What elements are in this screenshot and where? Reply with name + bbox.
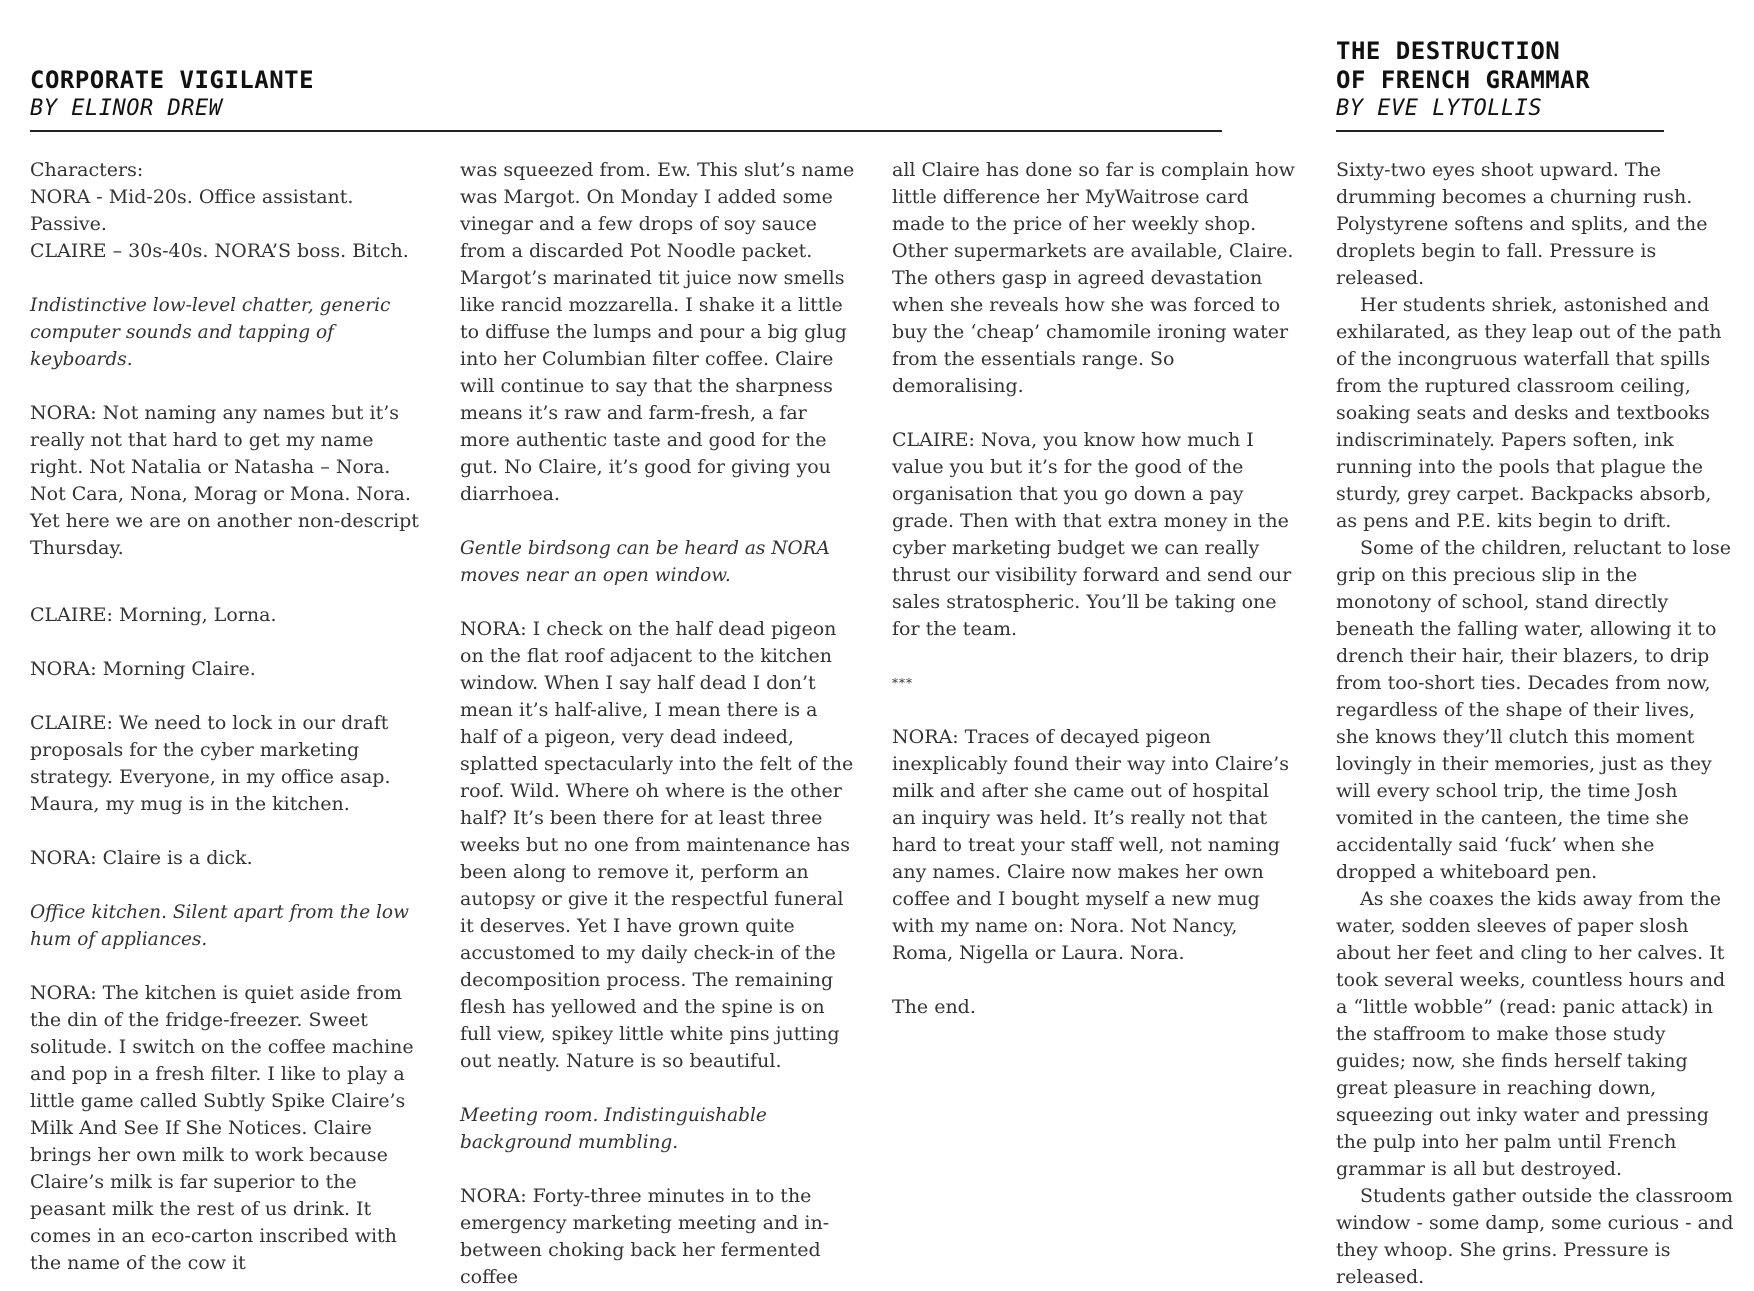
characters-heading: Characters: [30, 159, 144, 181]
column-2 [460, 157, 860, 1291]
character-nora: NORA - Mid-20s. Office assistant. Passive. [30, 186, 354, 235]
story-paragraph: Some of the children, reluctant to lose grip on this precious slip in the monotony of school, stand directly beneath the falling water, allowing it to drench their hair, their blazers, to drip from too-short ties. Decades from now, regardless of the shape of their lives, she knows they’ll clutch this moment lovingly in their memories, just as they will every school trip, the time Josh vomited in the canteen, the time she accidentally said ‘fuck’ when she dropped a whiteboard pen. [1336, 537, 1732, 883]
stage-direction: Meeting room. Indistinguishable background mumbling. [460, 1105, 767, 1153]
story-title-corporate-vigilante: CORPORATE VIGILANTE [30, 66, 315, 94]
story-paragraph: Her students shriek, astonished and exhilarated, as they leap out of the path of the incongruous waterfall that spills from the ruptured classroom ceiling, soaking seats and desks and textbooks indiscriminately. Papers soften, ink running into the pools that plague the sturdy, grey carpet. Backpacks absorb, as pens and P.E. kits begin to drift. [1336, 294, 1722, 532]
left-header-rule [30, 130, 1222, 132]
dialogue-paragraph: NORA: Claire is a dick. [30, 847, 253, 869]
character-claire: CLAIRE – 30s-40s. NORA’S boss. Bitch. [30, 240, 409, 262]
story-end: The end. [892, 996, 976, 1018]
dialogue-paragraph: all Claire has done so far is complain how little difference her MyWaitrose card made to the price of her weekly shop. Other supermarkets are available, Claire. The others gasp in agreed devastation when she reveals how she was forced to buy the ‘cheap’ chamomile ironing water from the essentials range. So demoralising. [892, 159, 1295, 397]
story-paragraph: As she coaxes the kids away from the water, sodden sleeves of paper slosh about her feet and cling to her calves. It took several weeks, countless hours and a “little wobble” (read: panic attack) in the staffroom to make those study guides; now, she finds herself taking great pleasure in reaching down, squeezing out inky water and pressing the pulp into her palm until French grammar is all but destroyed. [1336, 888, 1726, 1180]
dialogue-paragraph: CLAIRE: Nova, you know how much I value you but it’s for the good of the organisation that you go down a pay grade. Then with that extra money in the cyber marketing budget we can really thrust our visibility forward and send our sales stratospheric. You’ll be taking one for the team. [892, 429, 1292, 640]
dialogue-paragraph: NORA: Morning Claire. [30, 658, 256, 680]
dialogue-paragraph: CLAIRE: Morning, Lorna. [30, 604, 277, 626]
dialogue-paragraph: NORA: Not naming any names but it’s really not that hard to get my name right. Not Natalia or Natasha – Nora. Not Cara, Nona, Morag or Mona. Nora. Yet here we are on another non-descript Thursday. [30, 402, 419, 559]
dialogue-paragraph: NORA: The kitchen is quiet aside from the din of the fridge-freezer. Sweet solitude. I switch on the coffee machine and pop in a fresh filter. I like to play a little game called Subtly Spike Claire’s Milk And See If She Notices. Claire brings her own milk to work because Claire’s milk is far superior to the peasant milk the rest of us drink. It comes in an eco-carton inscribed with the name of the cow it [30, 982, 414, 1274]
column-3 [892, 157, 1296, 1021]
story-paragraph: Sixty-two eyes shoot upward. The drumming becomes a churning rush. Polystyrene softens and splits, and the droplets begin to fall. Pressure is released. [1336, 159, 1708, 289]
scene-break: *** [892, 676, 913, 690]
dialogue-paragraph: NORA: Traces of decayed pigeon inexplicably found their way into Claire’s milk and after she came out of hospital an inquiry was held. It’s really not that hard to treat your staff well, not naming any names. Claire now makes her own coffee and I bought myself a new mug with my name on: Nora. Not Nancy, Roma, Nigella or Laura. Nora. [892, 726, 1289, 964]
stage-direction: Office kitchen. Silent apart from the low hum of appliances. [30, 902, 409, 950]
dialogue-paragraph: CLAIRE: We need to lock in our draft proposals for the cyber marketing strategy. Everyone, in my office asap. Maura, my mug is in the kitchen. [30, 712, 391, 815]
dialogue-paragraph: NORA: I check on the half dead pigeon on the flat roof adjacent to the kitchen window. When I say half dead I don’t mean it’s half-alive, I mean there is a half of a pigeon, very dead indeed, splatted spectacularly into the felt of the roof. Wild. Where oh where is the other half? It’s been there for at least three weeks but no one from maintenance has been along to remove it, perform an autopsy or give it the respectful funeral it deserves. Yet I have grown quite accustomed to my daily check-in of the decomposition process. The remaining flesh has yellowed and the spine is on full view, spikey little white pins jutting out neatly. Nature is so beautiful. [460, 618, 854, 1072]
story-paragraph: Students gather outside the classroom window - some damp, some curious - and they whoop. She grins. Pressure is released. [1336, 1185, 1734, 1288]
dialogue-paragraph: NORA: Forty-three minutes in to the emergency marketing meeting and in-between choking back her fermented coffee [460, 1185, 830, 1288]
stage-direction: Indistinctive low-level chatter, generic computer sounds and tapping of keyboards. [30, 295, 391, 370]
stage-direction: Gentle birdsong can be heard as NORA moves near an open window. [460, 538, 830, 586]
column-1 [30, 157, 430, 1277]
story-title-line1: THE DESTRUCTION [1336, 37, 1561, 65]
right-header-rule [1336, 130, 1664, 132]
story-title-line2: OF FRENCH GRAMMAR [1336, 66, 1591, 94]
story-author-elinor-drew: BY ELINOR DREW [30, 96, 223, 121]
story-author-eve-lytollis: BY EVE LYTOLLIS [1336, 96, 1543, 121]
dialogue-paragraph: was squeezed from. Ew. This slut’s name was Margot. On Monday I added some vinegar and a few drops of soy sauce from a discarded Pot Noodle packet. Margot’s marinated tit juice now smells like rancid mozzarella. I shake it a little to diffuse the lumps and pour a big glug into her Columbian filter coffee. Claire will continue to say that the sharpness means it’s raw and farm-fresh, a far more authentic taste and good for the gut. No Claire, it’s good for giving you diarrhoea. [460, 159, 855, 505]
column-4 [1336, 157, 1734, 1291]
